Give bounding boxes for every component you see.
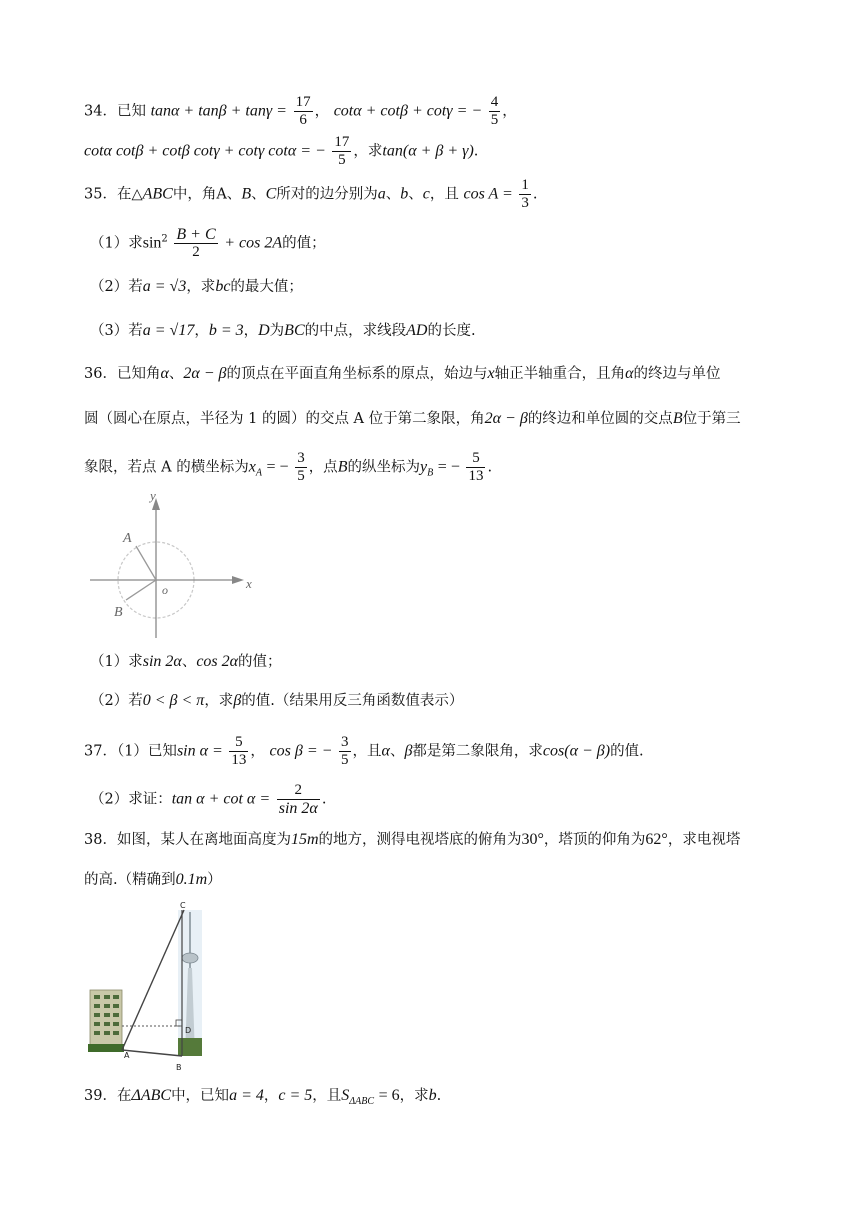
- line-AB: [122, 1050, 182, 1056]
- text: 都是第二象限角，求: [412, 743, 543, 760]
- ray-OA: [136, 546, 156, 580]
- point-B-label: B: [176, 1063, 182, 1072]
- math-expression: 2α − β: [484, 410, 528, 427]
- math-expression: cos 2α: [196, 653, 239, 670]
- fraction: [519, 177, 531, 212]
- math-symbol: D: [258, 322, 270, 339]
- math-expression: a = √17: [142, 322, 195, 339]
- denominator: 13: [468, 468, 484, 484]
- denominator: 13: [231, 752, 247, 768]
- math-expression: sin: [142, 234, 162, 252]
- text: ，且: [352, 743, 382, 760]
- text: 在: [116, 1088, 132, 1104]
- point-B-label: B: [114, 605, 123, 620]
- text: ，且: [312, 1088, 342, 1104]
- text: 的地方，测得电视塔底的俯角为: [318, 832, 522, 848]
- denominator: 3: [521, 195, 529, 211]
- text: （1）求: [90, 235, 143, 252]
- text: 、: [385, 186, 401, 203]
- denominator: 2: [192, 244, 200, 260]
- subscript: A: [255, 467, 262, 479]
- problem-38-line-1: [84, 830, 740, 850]
- text: 的值.（结果用反三角函数值表示）: [241, 693, 464, 709]
- math-expression: c = 5: [278, 1087, 313, 1104]
- numerator: B + C: [176, 226, 216, 243]
- math-symbol: B: [241, 185, 252, 203]
- numerator: 17: [334, 134, 350, 150]
- text: ，: [263, 1088, 279, 1104]
- problem-number: 36．: [84, 366, 117, 382]
- math-expression: a = 4: [229, 1087, 264, 1104]
- fraction: [339, 734, 351, 769]
- text: 的终边和单位圆的交点: [527, 411, 673, 427]
- math-symbol: β: [404, 742, 413, 760]
- numerator: 17: [295, 94, 311, 110]
- math-symbol: B: [672, 410, 683, 427]
- fraction: [277, 782, 320, 817]
- text: 轴正半轴重合，且角: [494, 366, 626, 382]
- problem-number: 39．: [84, 1088, 117, 1104]
- text: ，: [314, 103, 330, 120]
- problem-35-part-1: [90, 226, 326, 261]
- text: ，求: [399, 1088, 429, 1104]
- math-expression: = −: [266, 458, 289, 476]
- math-expression: tan(α + β + γ): [382, 142, 474, 160]
- unit-circle-figure: [86, 488, 266, 640]
- math-expression: 62°: [645, 831, 668, 848]
- y-axis-label: y: [150, 488, 156, 503]
- math-expression: cos A =: [463, 185, 513, 203]
- text: ）: [207, 872, 222, 888]
- text: 的值.: [610, 743, 644, 760]
- math-expression: 0 < β < π: [142, 692, 205, 709]
- problem-36-part-2: [90, 691, 463, 711]
- problem-35-part-3: [90, 321, 476, 341]
- denominator: sin 2α: [278, 800, 318, 817]
- math-expression: cos β = −: [269, 742, 333, 760]
- text: ，: [250, 743, 265, 760]
- problem-36-line-1: [84, 364, 721, 384]
- text: ，点: [308, 459, 338, 476]
- math-expression: 30°: [521, 831, 544, 848]
- numerator: 1: [521, 177, 529, 193]
- math-expression: = −: [437, 458, 460, 476]
- ray-OB: [126, 580, 156, 600]
- math-expression: + cos 2A: [224, 234, 283, 252]
- problem-number: 34．: [84, 103, 117, 120]
- text: 的中点，求线段: [304, 323, 407, 339]
- math-symbol: α: [381, 742, 390, 760]
- problem-35-stem: [84, 177, 538, 212]
- problem-36-line-3: [84, 450, 492, 485]
- numerator: 5: [466, 450, 485, 468]
- text: （2）求证：: [90, 791, 172, 808]
- subscript: B: [427, 467, 434, 479]
- text: 为: [269, 323, 285, 339]
- text: （3）若: [90, 323, 143, 339]
- problem-35-part-2: [90, 277, 303, 297]
- subscript: ΔABC: [349, 1095, 375, 1107]
- problem-38-line-2: [84, 870, 222, 890]
- text: 的纵坐标为: [347, 459, 420, 476]
- text: ，: [502, 103, 517, 120]
- text: （1）已知: [116, 743, 177, 760]
- text: 的高.（精确到: [84, 872, 176, 888]
- text: （1）求: [90, 654, 143, 670]
- fraction: [332, 134, 351, 169]
- math-symbol: α: [625, 365, 634, 382]
- text: 圆（圆心在原点，半径为 1 的圆）的交点 A 位于第二象限，角: [84, 411, 485, 427]
- math-expression: b = 3: [208, 322, 244, 339]
- problem-number: 38．: [84, 832, 117, 848]
- text: 的值；: [282, 235, 326, 252]
- text: 所对的边分别为: [276, 186, 378, 203]
- problem-34-line-2: [84, 134, 478, 169]
- numerator: 4: [490, 94, 499, 110]
- math-symbol: x: [487, 365, 495, 382]
- text: ，求: [204, 693, 234, 709]
- point-C-label: C: [180, 901, 186, 910]
- text: .: [473, 143, 479, 160]
- text: ，且: [429, 186, 459, 203]
- point-D-label: D: [185, 1026, 192, 1035]
- text: ，求: [353, 143, 383, 160]
- text: （2）若: [90, 693, 143, 709]
- text: 的终边与单位: [633, 366, 721, 382]
- problem-36-line-2: [84, 409, 741, 429]
- problem-37-part-1: [84, 734, 644, 769]
- text: 中，已知: [171, 1088, 230, 1104]
- problem-number: 37．: [84, 743, 117, 760]
- math-expression: cotα cotβ + cotβ cotγ + cotγ cotα = −: [84, 142, 326, 160]
- text: 的值；: [238, 654, 282, 670]
- math-expression: 0.1m: [175, 871, 208, 888]
- math-expression: = 6: [378, 1087, 400, 1104]
- text: .: [436, 1088, 442, 1104]
- math-symbol: β: [233, 692, 242, 709]
- point-A-label: A: [124, 1051, 130, 1060]
- text: （2）若: [90, 279, 143, 295]
- math-symbol: BC: [284, 322, 305, 339]
- text: ，塔顶的仰角为: [543, 832, 646, 848]
- text: ，求电视塔: [667, 832, 741, 848]
- numerator: 3: [341, 734, 349, 750]
- math-symbol: B: [337, 458, 348, 476]
- text: ，: [194, 323, 209, 339]
- math-symbol: b: [400, 185, 409, 203]
- fraction: [229, 734, 248, 769]
- denominator: 5: [341, 752, 349, 768]
- building-trees: [88, 1044, 124, 1052]
- fraction: [295, 450, 307, 485]
- text: 的长度.: [427, 323, 476, 339]
- problem-34-line-1: [84, 94, 517, 129]
- fraction: [174, 226, 217, 261]
- problem-37-part-2: [90, 782, 326, 817]
- denominator: 6: [299, 112, 307, 128]
- math-symbol: y: [419, 458, 428, 476]
- math-expression: ΔABC: [131, 1087, 172, 1104]
- numerator: 3: [297, 450, 305, 466]
- line-AC: [122, 910, 184, 1050]
- text: 的顶点在平面直角坐标系的原点，始边与: [226, 366, 488, 382]
- text: .: [487, 459, 493, 476]
- math-expression: tanα + tanβ + tanγ =: [150, 102, 287, 120]
- math-expression: 15m: [290, 831, 319, 848]
- denominator: 5: [490, 112, 499, 128]
- text: .: [321, 791, 327, 808]
- text: 如图，某人在离地面高度为: [116, 832, 291, 848]
- text: 已知: [116, 103, 146, 120]
- text: 象限，若点 A 的横坐标为: [84, 459, 249, 476]
- math-expression: sin α =: [176, 742, 223, 760]
- math-symbol: x: [248, 458, 256, 476]
- text: 的最大值；: [230, 279, 303, 295]
- text: 、: [181, 654, 197, 670]
- superscript: 2: [161, 233, 168, 245]
- math-expression: a = √3: [142, 278, 187, 295]
- numerator: 2: [277, 782, 320, 800]
- text: 位于第三: [682, 411, 741, 427]
- tower-pod: [182, 953, 198, 963]
- math-expression: 2α − β: [183, 365, 227, 382]
- text: .: [532, 186, 538, 203]
- problem-39: [84, 1086, 441, 1112]
- math-symbol: a: [377, 185, 386, 203]
- fraction: [489, 94, 501, 129]
- fraction: [294, 94, 313, 129]
- math-symbol: bc: [215, 278, 231, 295]
- fraction: [466, 450, 485, 485]
- x-axis-label: x: [246, 576, 252, 591]
- text: ，: [243, 323, 259, 339]
- math-symbol: b: [428, 1087, 437, 1104]
- math-symbol: C: [265, 185, 277, 203]
- math-symbol: α: [160, 365, 169, 382]
- text: 、: [408, 186, 423, 203]
- denominator: 5: [297, 468, 305, 484]
- x-axis-arrow: [232, 576, 244, 584]
- text: 中，角A、: [172, 186, 242, 203]
- math-expression: cotα + cotβ + cotγ = −: [333, 102, 483, 120]
- text: 、: [389, 743, 405, 760]
- math-expression: tan α + cot α =: [171, 790, 271, 808]
- numerator: 5: [229, 734, 248, 752]
- math-symbol: AD: [406, 322, 428, 339]
- problem-36-part-1: [90, 652, 282, 672]
- math-expression: sin 2α: [142, 653, 182, 670]
- math-symbol: c: [422, 185, 430, 203]
- tv-tower-figure: [84, 898, 214, 1074]
- text: 在△: [116, 186, 143, 203]
- text: 已知角: [116, 366, 161, 382]
- text: 、: [168, 366, 184, 382]
- origin-label: o: [162, 583, 168, 597]
- math-symbol: ABC: [142, 185, 173, 203]
- math-symbol: S: [341, 1087, 350, 1104]
- denominator: 5: [338, 152, 346, 168]
- math-expression: cos(α − β): [542, 742, 611, 760]
- text: ，求: [186, 279, 216, 295]
- text: 、: [251, 186, 266, 203]
- problem-number: 35．: [84, 186, 117, 203]
- point-A-label: A: [123, 531, 132, 546]
